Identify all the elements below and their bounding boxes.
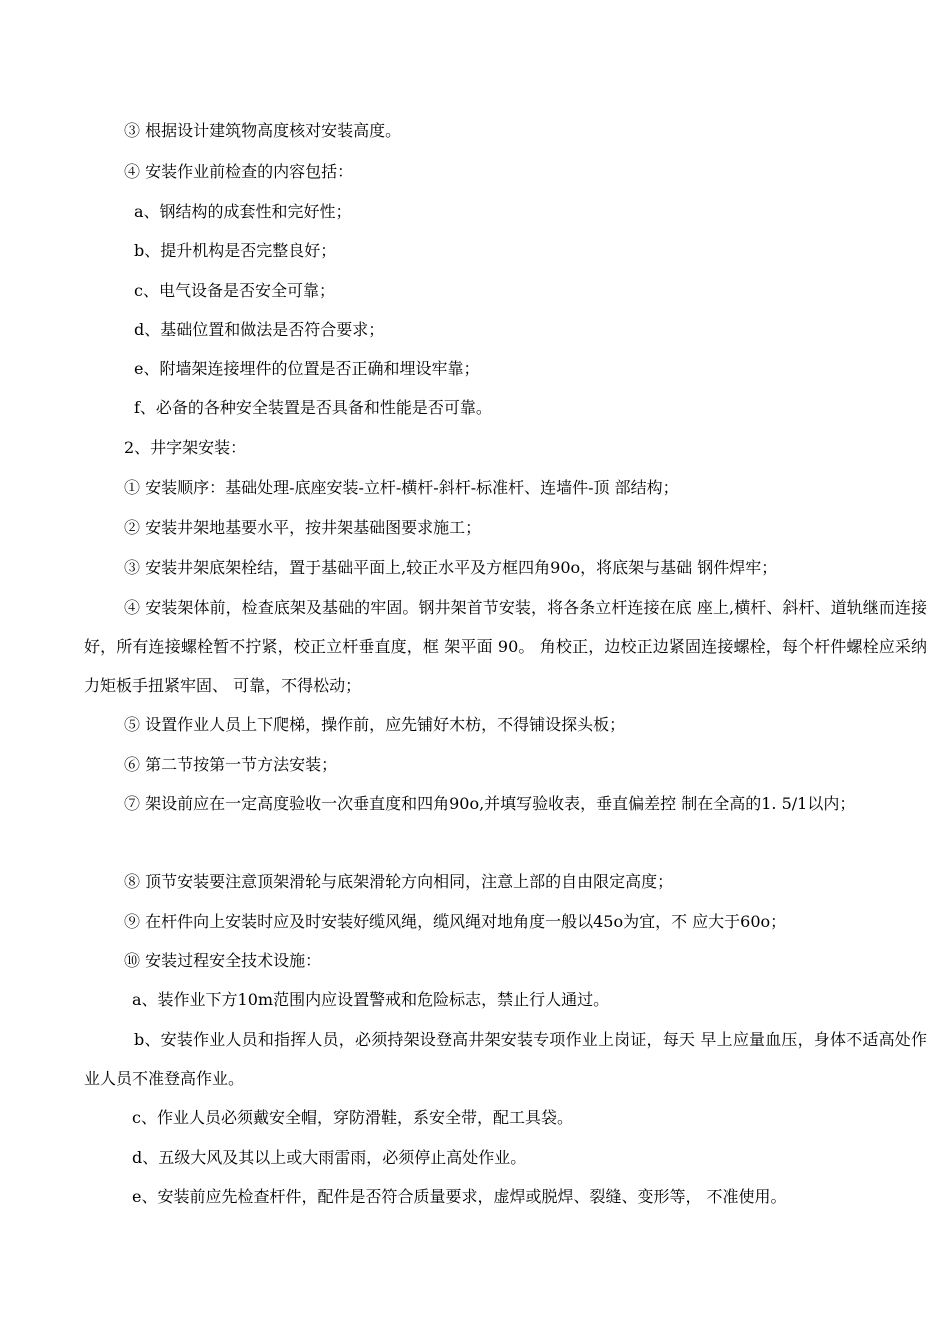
step-1: ① 安装顺序：基础处理-底座安装-立杆-横杆-斜杆-标准杆、连墙件-顶 部结构； — [124, 478, 679, 497]
step-8: ⑧ 顶节安装要注意顶架滑轮与底架滑轮方向相同，注意上部的自由限定高度； — [124, 872, 674, 891]
step-10: ⑩ 安装过程安全技术设施： — [124, 951, 322, 970]
sub-item-b: b、提升机构是否完整良好； — [134, 241, 337, 260]
step-9: ⑨ 在杆件向上安装时应及时安装好缆风绳，缆风绳对地角度一般以45o为宜，不 应大于60o； — [124, 912, 787, 931]
item-check-height: ③ 根据设计建筑物高度核对安装高度。 — [124, 121, 402, 140]
safety-item-d: d、五级大风及其以上或大雨雷雨，必须停止高处作业。 — [132, 1148, 527, 1167]
step-3: ③ 安装井架底架栓结，置于基础平面上,较正水平及方框四角90o，将底架与基础 钢件焊牢； — [124, 558, 778, 577]
sub-item-d: d、基础位置和做法是否符合要求； — [134, 320, 385, 339]
sub-item-a: a、钢结构的成套性和完好性； — [134, 202, 352, 221]
step-6: ⑥ 第二节按第一节方法安装； — [124, 755, 338, 774]
safety-item-a: a、装作业下方10m范围内应设置警戒和危险标志，禁止行人通过。 — [132, 990, 610, 1009]
section-heading: 2、井字架安装： — [124, 438, 247, 457]
sub-item-f: f、必备的各种安全装置是否具备和性能是否可靠。 — [134, 398, 492, 417]
safety-item-b-paragraph: b、安装作业人员和指挥人员，必须持架设登高井架安装专项作业上岗证，每天 早上应量血压，身体不适高处作业人员不准登高作业。 — [84, 1030, 927, 1088]
step-4-paragraph: ④ 安装架体前，检查底架及基础的牢固。钢井架首节安装，将各条立杆连接在底 座上,横杆、斜杆、道轨继而连接好，所有连接螺栓暂不拧紧，校正立杆垂直度，框 架平面 90。 角校正，边校正边紧固连接螺栓，每个杆件螺栓应采纳力矩板手扭紧牢固、 可靠，不得松动； — [84, 598, 927, 695]
item-pre-install-check: ④ 安装作业前检查的内容包括： — [124, 162, 354, 181]
safety-item-e: e、安装前应先检查杆件，配件是否符合质量要求，虚焊或脱焊、裂缝、变形等， 不准使用。 — [132, 1187, 787, 1206]
step-7-paragraph: ⑦ 架设前应在一定高度验收一次垂直度和四角90o,并填写验收表，垂直偏差控 制在全高的1. 5/1以内； — [124, 794, 856, 813]
step-2: ② 安装井架地基要水平，按井架基础图要求施工； — [124, 518, 482, 537]
sub-item-c: c、电气设备是否安全可靠； — [134, 281, 335, 300]
safety-item-c: c、作业人员必须戴安全帽，穿防滑鞋，系安全带，配工具袋。 — [132, 1108, 573, 1127]
sub-item-e: e、附墙架连接埋件的位置是否正确和埋设牢靠； — [134, 359, 480, 378]
step-5: ⑤ 设置作业人员上下爬梯，操作前，应先铺好木枋，不得铺设探头板； — [124, 715, 626, 734]
